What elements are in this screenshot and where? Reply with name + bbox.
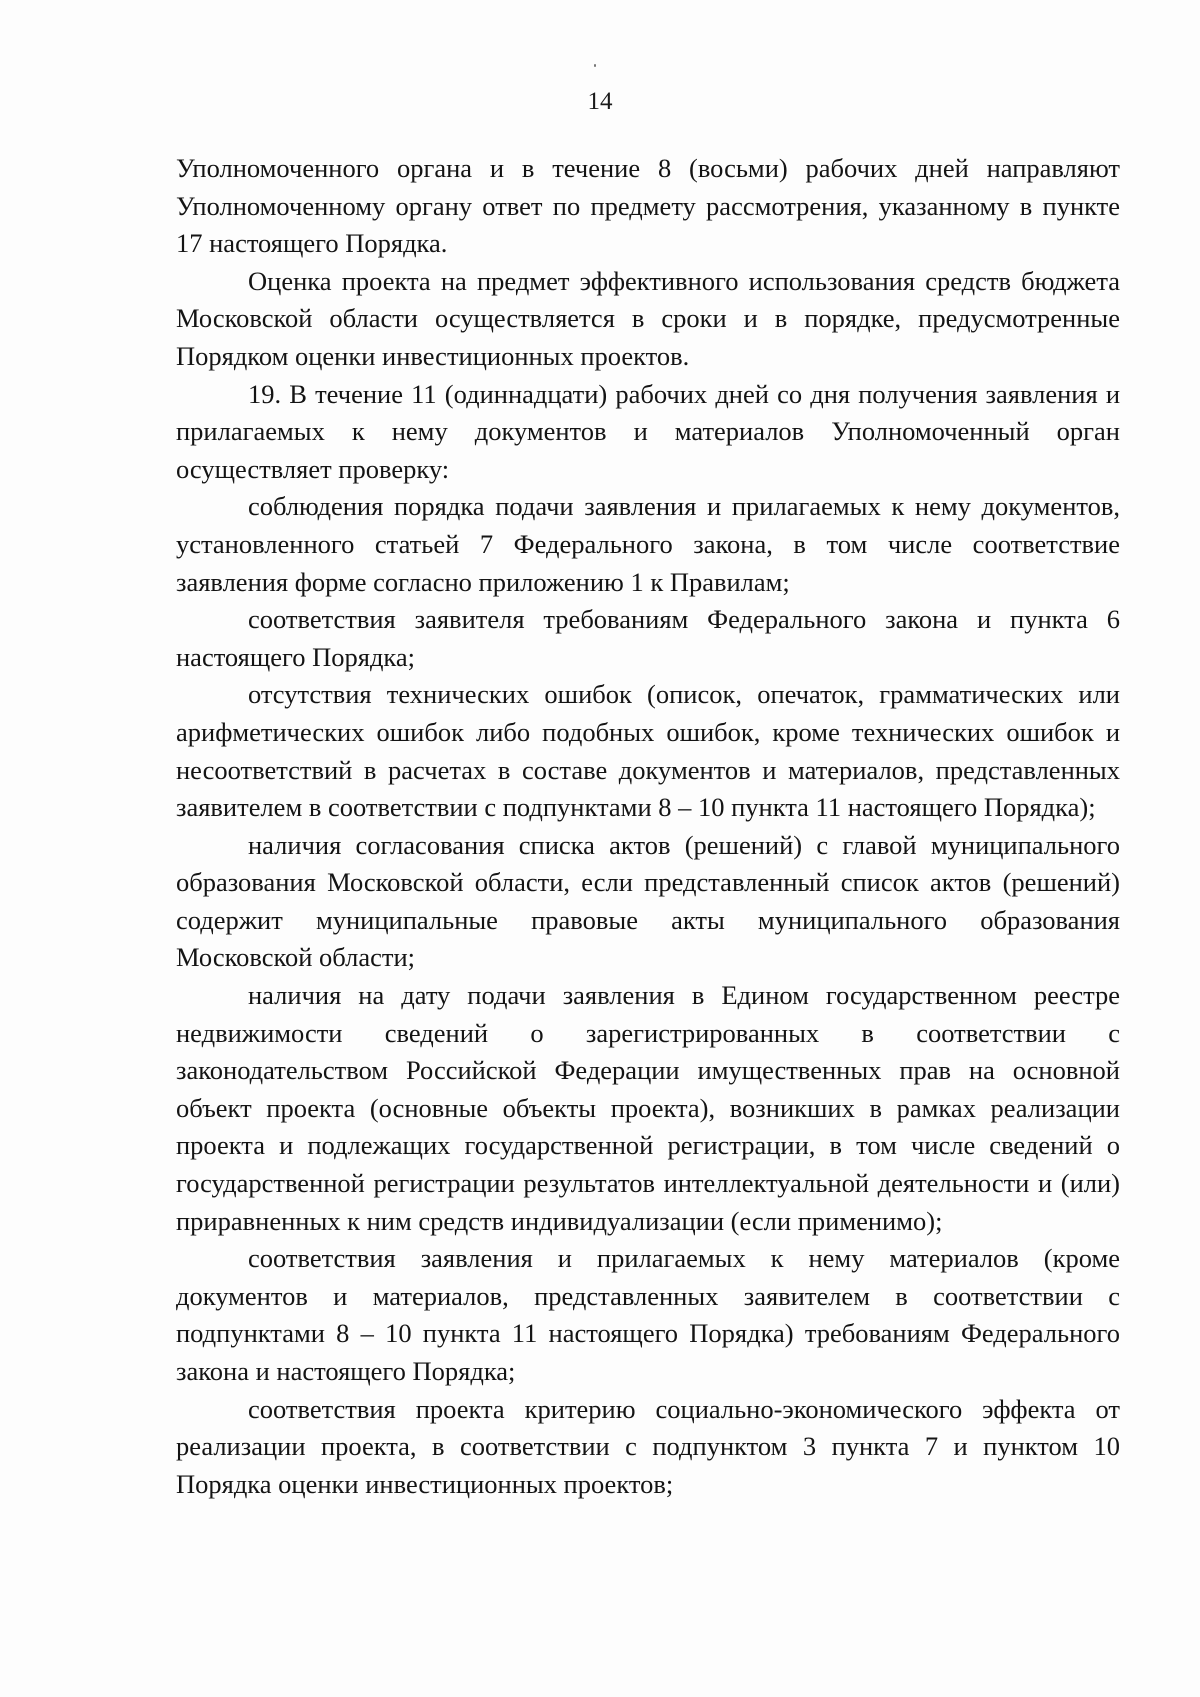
check-item-submission-order: соблюдения порядка подачи заявления и прилагаемых к нему документов, установленного статьей 7 Федерального закона, в том числе соответствие заявления форме согласно приложению 1 к Правилам; bbox=[176, 491, 1120, 597]
paragraph-budget-evaluation: Оценка проекта на предмет эффективного использования средств бюджета Московской области осуществляется в сроки и в порядке, предусмотренные Порядком оценки инвестиционных проектов. bbox=[176, 265, 1120, 371]
page-number: 14 bbox=[587, 88, 613, 115]
check-item-socioeconomic-effect: соответствия проекта критерию социально-экономического эффекта от реализации проекта, в соответствии с подпунктом 3 пункта 7 и пунктом 10 Порядка оценки инвестиционных проектов; bbox=[176, 1393, 1120, 1499]
paragraph-item-19: 19. В течение 11 (одиннадцати) рабочих дней со дня получения заявления и прилагаемых к нему документов и материалов Уполномоченный орган осуществляет проверку: bbox=[176, 378, 1120, 484]
paragraph-continuation: Уполномоченного органа и в течение 8 (восьми) рабочих дней направляют Уполномоченному органу ответ по предмету рассмотрения, указанному в пункте 17 настоящего Порядка. bbox=[176, 153, 1120, 259]
check-item-registry-rights: наличия на дату подачи заявления в Едином государственном реестре недвижимости сведений о зарегистрированных в соответствии с законодательством Российской Федерации имущественных прав на основной объект проекта (основные объекты проекта), возникших в рамках реализации проекта и подлежащих государственной регистрации, в том числе сведений о государственной регистрации результатов интеллектуальной деятельности и (или) приравненных к ним средств индивидуализации (если применимо); bbox=[176, 980, 1120, 1236]
check-item-applicant-compliance: соответствия заявителя требованиям Федерального закона и пункта 6 настоящего Порядка; bbox=[176, 604, 1120, 672]
check-item-acts-agreement: наличия согласования списка актов (решений) с главой муниципального образования Московской области, если представленный список актов (решений) содержит муниципальные правовые акты муниципального образования Московской области; bbox=[176, 829, 1120, 973]
document-body bbox=[176, 150, 1120, 1503]
check-item-materials-compliance: соответствия заявления и прилагаемых к нему материалов (кроме документов и материалов, представленных заявителем в соответствии с подпунктами 8 – 10 пункта 11 настоящего Порядка) требованиям Федерального закона и настоящего Порядка; bbox=[176, 1243, 1120, 1386]
check-item-technical-errors: отсутствия технических ошибок (описок, опечаток, грамматических или арифметических ошибок либо подобных ошибок, кроме технических ошибок и несоответствий в расчетах в составе документов и материалов, представленных заявителем в соответствии с подпунктами 8 – 10 пункта 11 настоящего Порядка); bbox=[176, 679, 1120, 823]
scan-speck bbox=[594, 64, 596, 67]
